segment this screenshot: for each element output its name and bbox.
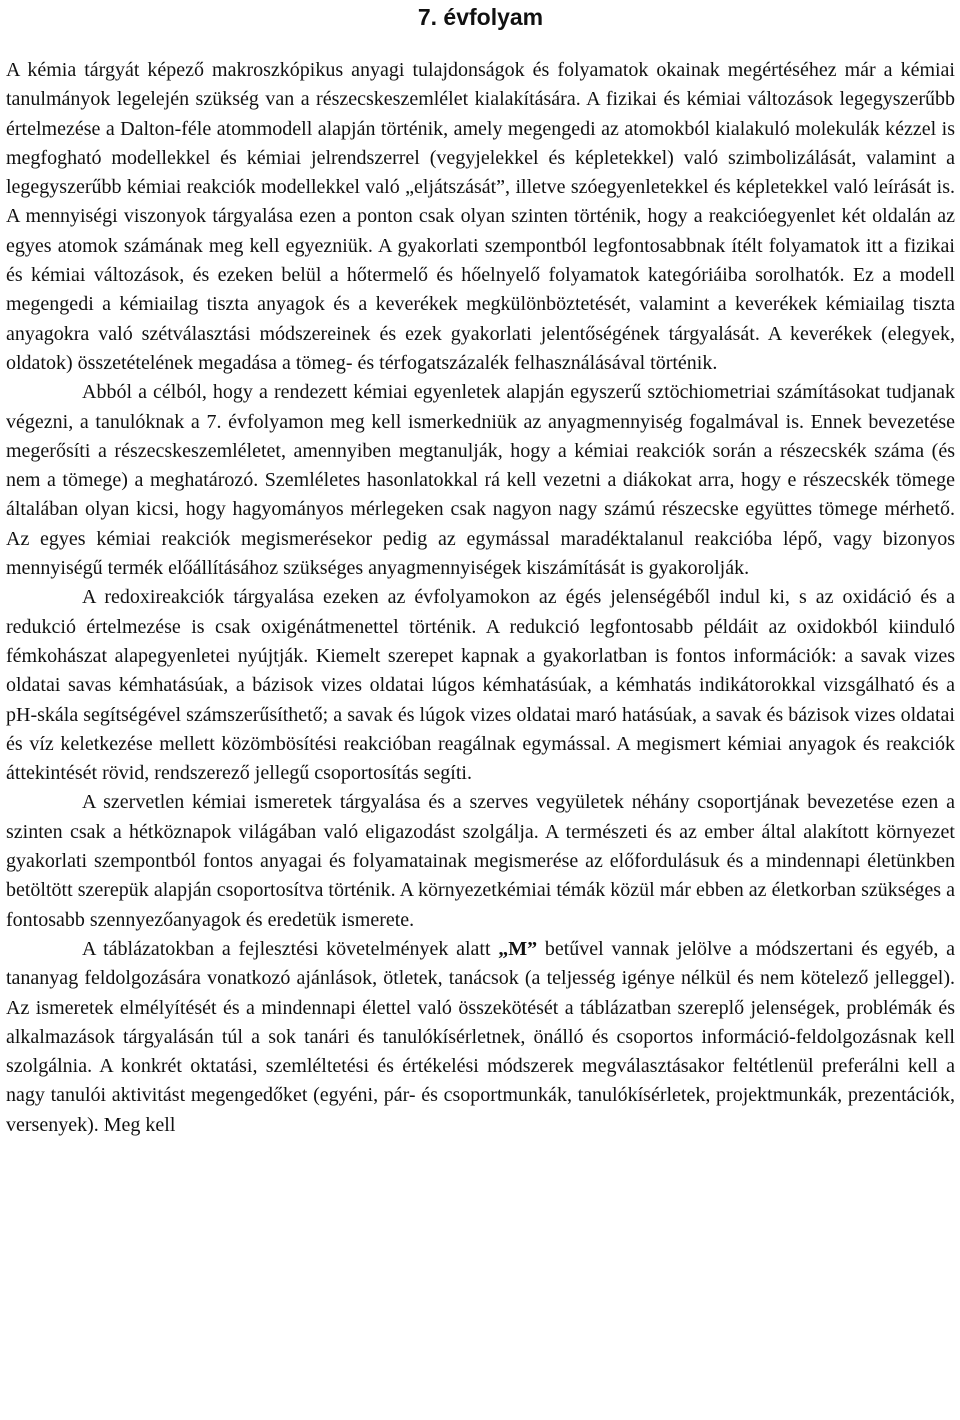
paragraph-5 xyxy=(6,935,955,1140)
paragraph-4: A szervetlen kémiai ismeretek tárgyalása és a szerves vegyületek néhány csoportjának bevezetése ezen a szinten csak a hétköznapok világában való eligazodást szolgálja. A természeti és az ember által alakított környezet gyakorlati szempontból fontos anyagai és folyamatainak megismerése az előfordulásuk és a mindennapi életünkben betöltött szerepük alapján csoportosítva történik. A környezetkémiai témák közül már ebben az életkorban szükséges a fontosabb szennyezőanyagok és eredetük ismerete. xyxy=(6,791,955,931)
document-body xyxy=(6,56,955,1140)
paragraph-5-text-rest: betűvel vannak jelölve a módszertani és egyéb, a tananyag feldolgozására vonatkozó ajánlások, ötletek, tanácsok (a teljesség igénye nélkül és nem kötelező jelleggel). Az ismeretek elmélyítését és a mindennapi élettel való összekötését a táblázatban szereplő jelenségek, problémák és alkalmazások tárgyalásán túl a sok tanári és tanulókísérletnek, önálló és csoportos információ-feldolgozásnak kell szolgálnia. A konkrét oktatási, szemléltetési és értékelési módszerek megválasztásakor feltétlenül preferálni kell a nagy tanulói aktivitást megengedőket (egyéni, pár- és csoportmunkák, tanulókísérletek, projektmunkák, prezentációk, versenyek). Meg kell xyxy=(6,937,955,1136)
page-title: 7. évfolyam xyxy=(417,4,544,30)
paragraph-3: A redoxireakciók tárgyalása ezeken az évfolyamokon az égés jelenségéből indul ki, s az oxidáció és a redukció értelmezése is csak oxigénátmenettel történik. A redukció legfontosabb példáit az oxidokból kiinduló fémkohászat alapegyenletei nyújtják. Kiemelt szerepet kapnak a gyakorlatban is fontos információk: a savak vizes oldatai savas kémhatásúak, a bázisok vizes oldatai lúgos kémhatásúak, a kémhatás indikátorokkal vizsgálható és a pH-skála segítségével számszerűsíthető; a savak és lúgok vizes oldatai maró hatásúak, a savak és bázisok vizes oldatai és víz keletkezése mellett közömbösítési reakcióban reagálnak egymással. A megismert kémiai anyagok és reakciók áttekintését rövid, rendszerező jellegű csoportosítás segíti. xyxy=(6,586,955,785)
paragraph-5-text-start: A táblázatokban a fejlesztési követelmények alatt xyxy=(82,937,499,960)
document-page xyxy=(6,0,955,1140)
paragraph-1: A kémia tárgyát képező makroszkópikus anyagi tulajdonságok és folyamatok okainak megértéséhez már a kémiai tanulmányok legelején szükség van a részecskeszemlélet kialakítására. A fizikai és kémiai változások legegyszerűbb értelmezése a Dalton-féle atommodell alapján történik, amely megengedi az atomokból kialakuló molekulák kézzel is megfogható modellekkel és kémiai jelrendszerrel (vegyjelekkel és képletekkel) való szimbolizálását, valamint a legegyszerűbb kémiai reakciók modellekkel való „eljátszását”, illetve szóegyenletekkel és képletekkel való leírását is. A mennyiségi viszonyok tárgyalása ezen a ponton csak olyan szinten történik, hogy a reakcióegyenlet két oldalán az egyes atomok számának meg kell egyezniük. A gyakorlati szempontból legfontosabbnak ítélt folyamatok itt a fizikai és kémiai változások, és ezeken belül a hőtermelő és hőelnyelő folyamatok kategóriáiba sorolhatók. Ez a modell megengedi a kémiailag tiszta anyagok és a keverékek megkülönböztetését, valamint a keverékek kémiailag tiszta anyagokra való szétválasztási módszereinek és ezek gyakorlati jelentőségének tárgyalását. A keverékek (elegyek, oldatok) összetételének megadása a tömeg- és térfogatszázalék felhasználásával történik. xyxy=(6,59,955,374)
marker-m-bold: „M” xyxy=(498,937,538,960)
paragraph-2: Abból a célból, hogy a rendezett kémiai egyenletek alapján egyszerű sztöchiometriai számításokat tudjanak végezni, a tanulóknak a 7. évfolyamon meg kell ismerkedniük az anyagmennyiség fogalmával is. Ennek bevezetése megerősíti a részecskeszemléletet, amennyiben megtanulják, hogy a kémiai reakciók során a részecskék száma (és nem a tömege) a meghatározó. Szemléletes hasonlatokkal rá kell vezetni a diákokat arra, hogy e részecskék tömege általában olyan kicsi, hogy hagyományos mérlegeken csak nagyon nagy számú részecske együttes tömege mérhető. Az egyes kémiai reakciók megismerésekor pedig az egymással maradéktalanul reakcióba lépő, vagy bizonyos mennyiségű termék előállításához szükséges anyagmennyiségek kiszámítását is gyakorolják. xyxy=(6,381,955,580)
